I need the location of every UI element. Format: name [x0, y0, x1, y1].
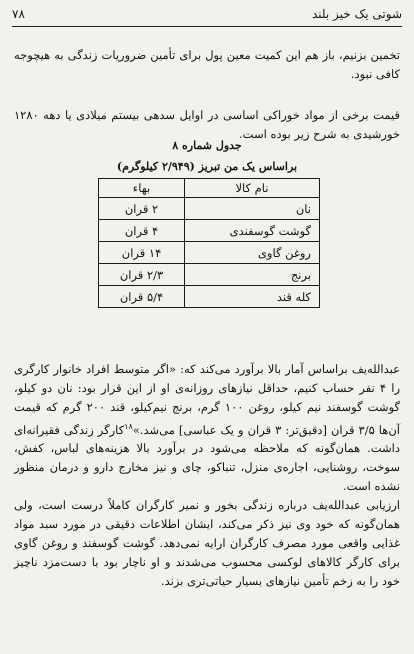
cell-item: روغن گاوی [185, 242, 320, 264]
paragraph-prices-intro: قیمت برخی از مواد خوراکی اساسی در اوایل سدهی بیستم میلادی یا دهه ۱۲۸۰ خورشیدی به شرح زیر بوده است. [14, 107, 400, 141]
table-subtitle: براساس یک من تبریز (۲/۹۴۹ کیلوگرم) [116, 160, 298, 173]
table-row [99, 198, 320, 220]
cell-item: کله قند [185, 286, 320, 308]
column-header-item: نام کالا [185, 179, 320, 198]
running-title: شوتی یک خیز بلند [311, 7, 402, 21]
cell-item: نان [185, 198, 320, 220]
page-number: ۷۸ [12, 7, 25, 21]
header-rule [12, 26, 402, 27]
table-row [99, 220, 320, 242]
cell-price: ۱۴ قران [99, 242, 185, 264]
table-title: جدول شماره ۸ [172, 139, 242, 152]
table-header-row [99, 179, 320, 198]
table-row [99, 286, 320, 308]
price-table [98, 178, 320, 308]
abdullaev-quote: عبدالله‌یف براساس آمار بالا برآورد می‌کند که: «اگر متوسط افراد خانوار کارگری را ۴ نفر حساب کنیم، حداقل نیازهای روزانه‌ی او از این قرار بود: نان دو کیلو، گوشت گوسفند نیم کیلو، روغن ۱۰۰ گرم، برنج نیم‌کیلو، قند ۲۰۰ گرم که قیمت آن‌ها ۳/۵ قران [دقیق‌تر: ۳ قران و یک عباسی] می‌شد.» [14, 361, 400, 437]
page-header [12, 4, 402, 24]
cell-price: ۲ قران [99, 198, 185, 220]
abdullaev-remark: کارگر زندگی فقیرانه‌ای داشت. همان‌گونه که ملاحظه می‌شود در برآورد بالا هزینه‌های لباس، کفش، سوخت، روشنایی، اجاره‌ی منزل، تنباکو، چای و نیز مخارج دارو و درمان منظور نشده است. [14, 422, 400, 494]
paragraph-critique: ارزیابی عبدالله‌یف درباره زندگی بخور و نمیر کارگران کاملاً درست است، ولی همان‌گونه که خود وی نیز ذکر می‌کند، ایشان اطلاعات دقیقی در مورد سبد مواد غذایی واقعی مورد مصرف کارگران ارایه نمی‌دهد. گوشت گوسفند و روغن گاوی برای کارگر کالاهای لوکسی محسوب می‌شدند و او ناچار بود با دست‌مزد ناچیز خود را به زخم تأمین نیازهای بسیار حیاتی‌تری بزند. [14, 498, 400, 589]
cell-price: ۲/۳ قران [99, 264, 185, 286]
cell-item: گوشت گوسفندی [185, 220, 320, 242]
cell-item: برنج [185, 264, 320, 286]
footnote-reference: ۱۸ [124, 421, 133, 431]
table-row [99, 264, 320, 286]
table-row [99, 242, 320, 264]
cell-price: ۵/۴ قران [99, 286, 185, 308]
column-header-price: بهاء [99, 179, 185, 198]
cell-price: ۴ قران [99, 220, 185, 242]
paragraph-abdullaev [14, 360, 400, 592]
paragraph-intro: تخمین بزنیم، باز هم این کمیت معین پول برای تأمین ضروریات زندگی به هیچوجه کافی نبود. [14, 47, 400, 81]
